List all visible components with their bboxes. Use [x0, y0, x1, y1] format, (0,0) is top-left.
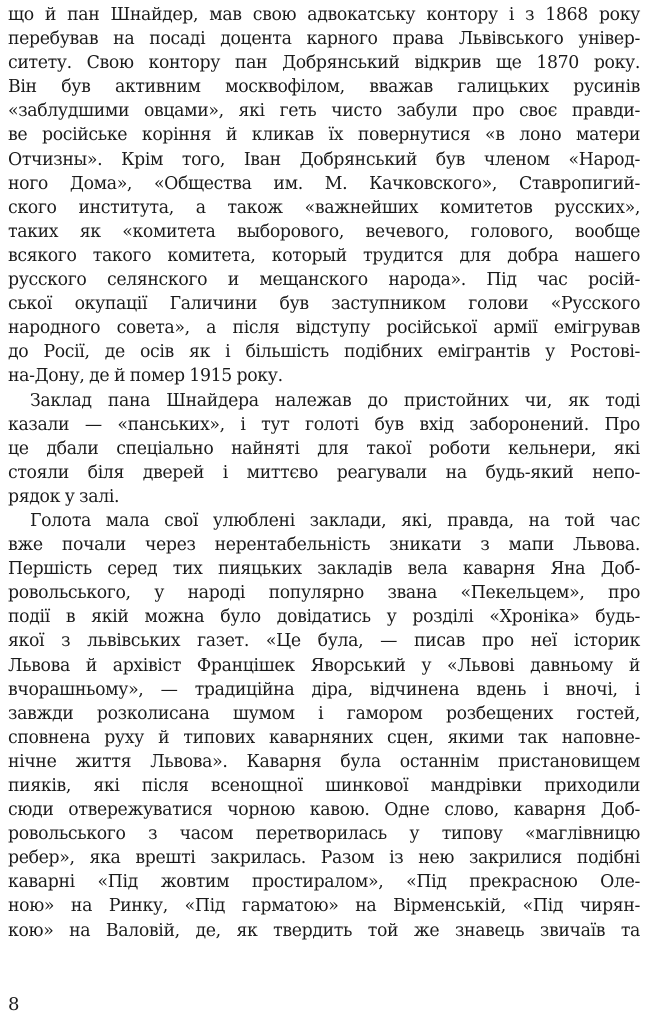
text-line: ровольського, у народі популярно звана «Пекельцем», про: [8, 583, 640, 604]
text-line: Отчизны». Крім того, Іван Добрянський був членом «Народ-: [8, 149, 640, 170]
text-line: нічне життя Львова». Каварня була останнім пристановищем: [8, 751, 640, 772]
text-line: ною» на Ринку, «Під гарматою» на Вірменській, «Під чирян-: [8, 896, 640, 917]
text-line: перебував на посаді доцента карного права Львівського універ-: [8, 29, 640, 50]
text-line: рядок у залі.: [8, 486, 120, 507]
text-line: ребер», яка врешті закрилась. Разом із нею закрилися подібні: [8, 848, 640, 869]
text-line: «заблудшими овцами», які геть чисто забули про своє правди-: [8, 101, 640, 122]
text-line: народного совета», а після відступу російської армії емігрував: [8, 318, 640, 339]
body-text: [8, 3, 640, 943]
text-line: Першість серед тих пияцьких закладів вела каварня Яна Доб-: [8, 559, 640, 580]
text-line: події в якій можна було довідатись у розділі «Хроніка» будь-: [8, 607, 640, 628]
text-line: на-Дону, де й помер 1915 року.: [8, 366, 283, 387]
text-line: завжди розколисана шумом і гамором розбещених гостей,: [8, 703, 640, 724]
text-line: всякого такого комитета, который трудится для добра нашего: [8, 245, 640, 266]
text-line: стояли біля дверей і миттєво реагували на будь-який непо-: [8, 462, 640, 483]
text-line: Львова й архівіст Францішек Яворський у «Львові давньому й: [8, 655, 640, 676]
text-line: Він був активним москвофілом, вважав галицьких русинів: [8, 77, 640, 98]
paragraph-start-line: Голота мала свої улюблені заклади, які, правда, на той час: [30, 510, 640, 531]
text-line: до Росії, де осів як і більшість подібних емігрантів у Ростові-: [8, 342, 640, 363]
text-line: ского института, а також «важнейших комитетов русских»,: [8, 197, 640, 218]
text-line: русского селянского и мещанского народа». Під час росій-: [8, 270, 640, 291]
text-line: сповнена руху й типових каварняних сцен, якими так наповне-: [8, 727, 640, 748]
text-line: це дбали спеціально найняті для такої роботи кельнери, які: [8, 438, 640, 459]
text-line: якої з львівських газет. «Це була, — писав про неї історик: [8, 631, 640, 652]
text-line: ситету. Свою контору пан Добрянський відкрив ще 1870 року.: [8, 53, 640, 74]
text-line: казали — «панських», і тут голоті був вхід заборонений. Про: [8, 414, 640, 435]
text-line: кою» на Валовій, де, як твердить той же знавець звичаїв та: [8, 920, 640, 941]
text-line: пияків, які після всенощної шинкової мандрівки приходили: [8, 776, 640, 796]
text-line: ного Дома», «Общества им. М. Качковского», Ставропигий-: [8, 173, 640, 194]
text-line: сюди отвережуватися чорною кавою. Одне слово, каварня Доб-: [8, 800, 640, 821]
text-line: таких як «комитета выборового, вечевого, голового, вообще: [8, 221, 640, 242]
text-line: що й пан Шнайдер, мав свою адвокатську контору і з 1868 року: [8, 5, 640, 25]
text-line: ської окупації Галичини був заступником голови «Русского: [8, 294, 640, 315]
text-line: вчорашньому», — традиційна діра, відчинена вдень і вночі, і: [8, 679, 640, 700]
text-line: вже почали через нерентабельність зникати з мапи Львова.: [8, 535, 640, 556]
text-line: ровольського з часом перетворилась у типову «маглівницю: [8, 824, 640, 845]
text-line: ве російське коріння й кликав їх повернутися «в лоно матери: [8, 125, 640, 146]
paragraph-start-line: Заклад пана Шнайдера належав до пристойних чи, як тоді: [30, 390, 640, 411]
text-line: каварні «Під жовтим простиралом», «Під прекрасною Оле-: [8, 872, 640, 893]
page-number: 8: [8, 994, 20, 1015]
